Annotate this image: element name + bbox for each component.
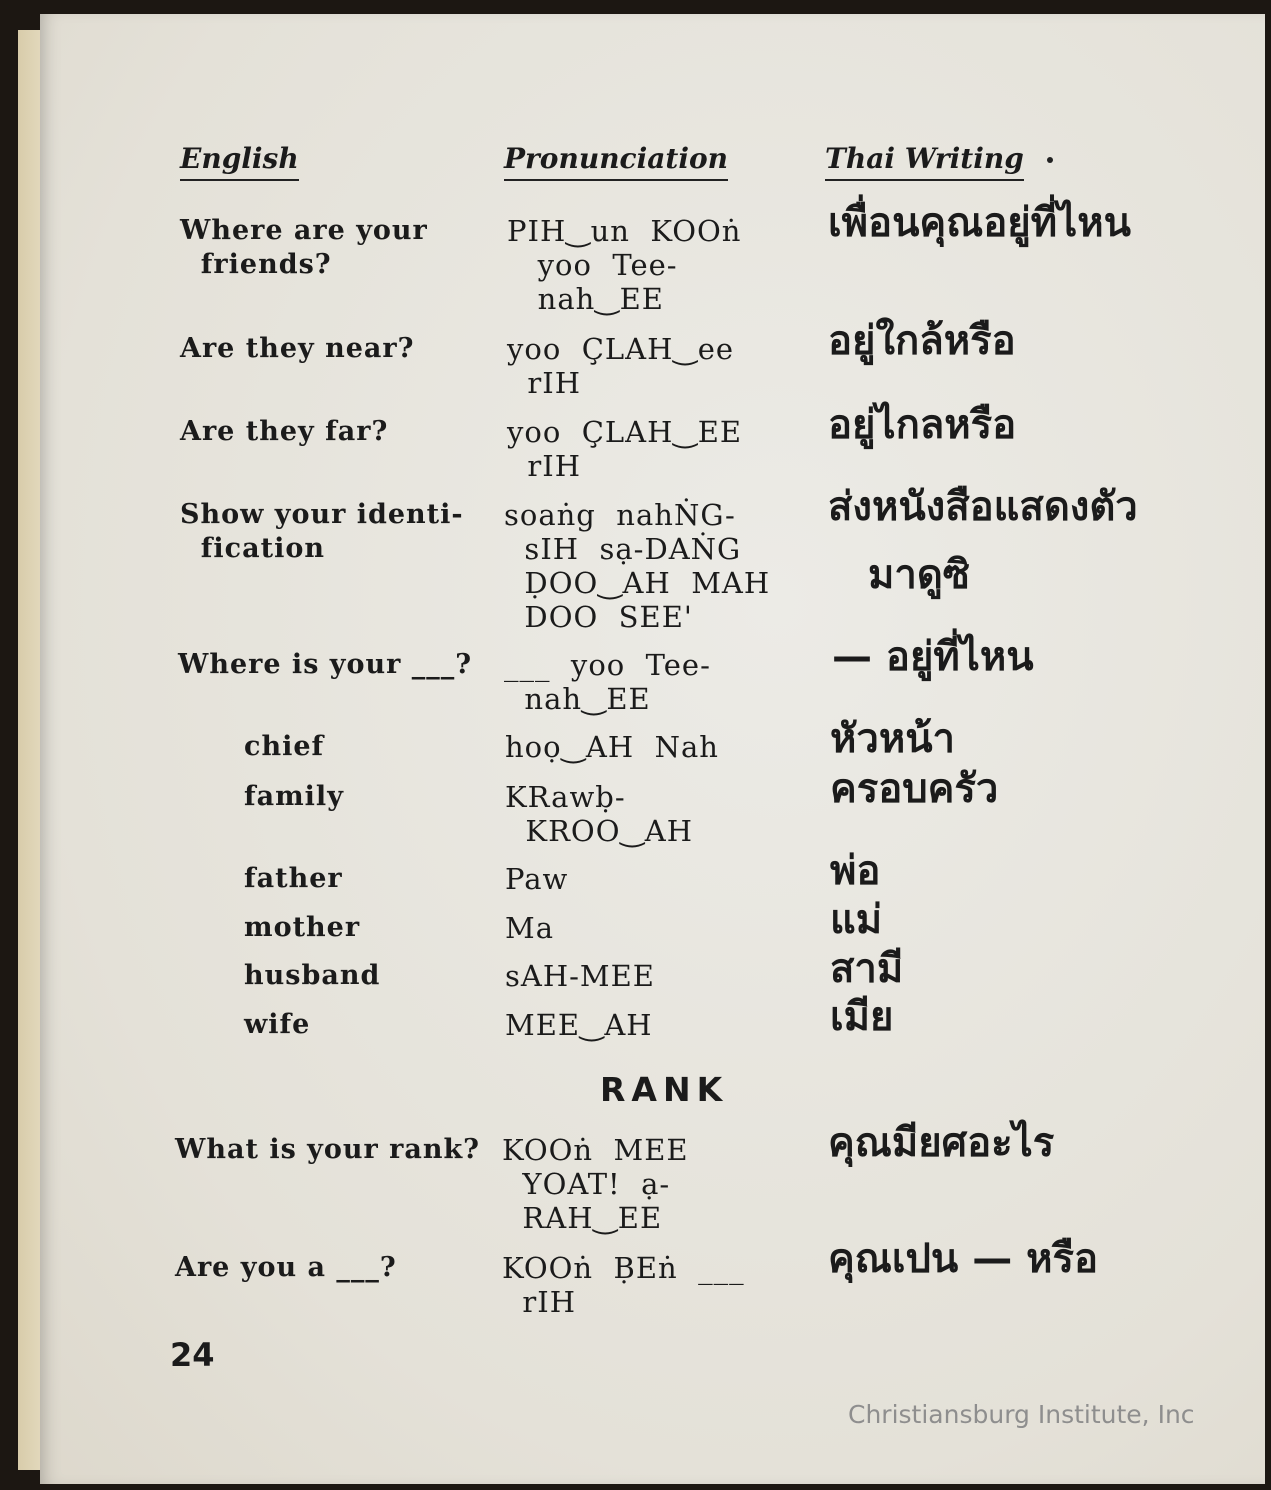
row-husband-english: husband — [244, 960, 381, 991]
row-family-english: family — [244, 781, 344, 812]
row-friends-thai: เพื่อนคุณอยู่ที่ไหน — [828, 200, 1131, 246]
row-are-you-english: Are you a ___? — [175, 1252, 397, 1283]
row-where-is-english: Where is your ___? — [178, 649, 473, 680]
watermark-text: Christiansburg Institute, Inc — [848, 1400, 1195, 1429]
row-rank-english: What is your rank? — [175, 1134, 481, 1165]
row-identification-thai: ส่งหนังสือแสดงตัว — [828, 484, 1138, 530]
row-far-pronunciation: yoo ÇLAH‿EE rIH — [507, 415, 743, 483]
row-wife-english: wife — [244, 1009, 311, 1040]
row-family-pronunciation: KRawḅ- KROO‿AH — [505, 780, 694, 848]
row-husband-pronunciation: sAH-MEE — [505, 959, 655, 993]
header-thai-writing: Thai Writing — [825, 142, 1024, 181]
row-family-thai: ครอบครัว — [830, 766, 999, 812]
section-title-rank: RANK — [600, 1070, 729, 1109]
row-friends-english: Where are your friends? — [180, 215, 428, 280]
header-pronunciation: Pronunciation — [504, 142, 728, 181]
row-husband-thai: สามี — [830, 946, 904, 992]
row-are-you-thai: คุณเปน — หรือ — [828, 1236, 1098, 1282]
row-wife-thai: เมีย — [830, 994, 894, 1040]
row-friends-pronunciation: PIH‿un KOOṅ yoo Tee- nah‿EE — [507, 214, 742, 316]
header-english: English — [180, 142, 299, 181]
row-wife-pronunciation: MEE‿AH — [505, 1008, 653, 1042]
row-where-is-thai: — อยู่ที่ไหน — [832, 634, 1034, 680]
row-far-english: Are they far? — [180, 416, 389, 447]
row-chief-thai: หัวหน้า — [830, 716, 955, 762]
row-rank-thai: คุณมียศอะไร — [828, 1120, 1055, 1166]
row-identification-pronunciation: soaṅg nahṄG- sIH sạ-DAṄG ḌOO‿AH MAH DOO SEE' — [504, 498, 771, 634]
row-near-pronunciation: yoo ÇLAH‿ee rIH — [507, 332, 735, 400]
row-rank-pronunciation: KOOṅ MEE YOAT! ạ- RAH‿EE — [502, 1133, 689, 1235]
row-father-thai: พ่อ — [830, 848, 881, 894]
row-father-pronunciation: Paw — [505, 862, 569, 896]
row-identification-thai-line2: มาดูซิ — [868, 552, 970, 598]
row-mother-pronunciation: Ma — [505, 911, 554, 945]
page-number: 24 — [170, 1336, 215, 1374]
row-far-thai: อยู่ไกลหรือ — [828, 402, 1017, 448]
row-where-is-pronunciation: ___ yoo Tee- nah‿EE — [504, 648, 711, 716]
header-bullet — [1047, 157, 1053, 163]
row-near-english: Are they near? — [180, 333, 415, 364]
row-mother-english: mother — [244, 912, 361, 943]
row-father-english: father — [244, 863, 343, 894]
row-chief-english: chief — [244, 731, 325, 762]
row-chief-pronunciation: hoọ‿AH Nah — [505, 730, 719, 764]
row-are-you-pronunciation: KOOṅ ḄEṅ ___ rIH — [502, 1251, 745, 1319]
row-mother-thai: แม่ — [830, 897, 883, 943]
row-identification-english: Show your identi- fication — [180, 499, 464, 564]
row-near-thai: อยู่ใกล้หรือ — [828, 318, 1016, 364]
